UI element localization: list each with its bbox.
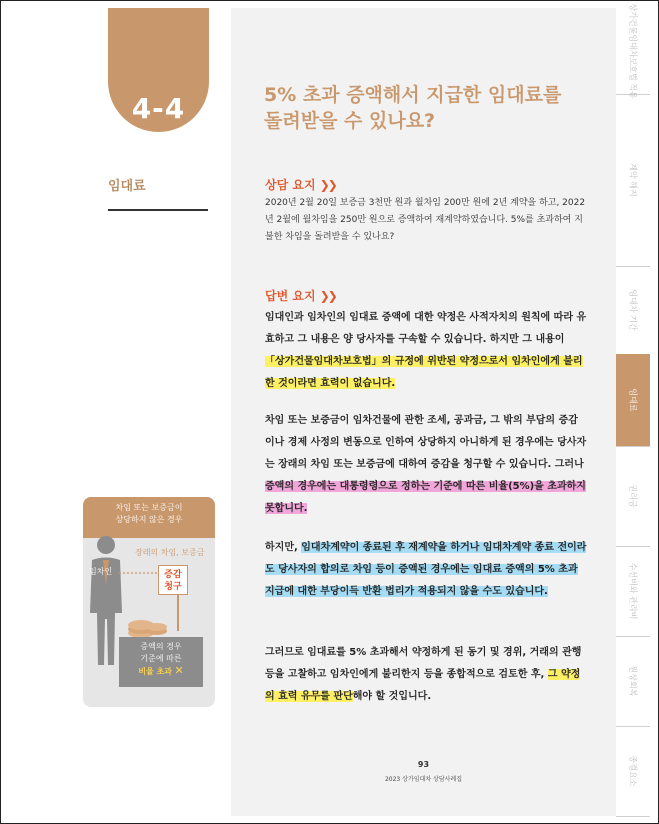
question-heading-text: 상담 요지 [265,178,316,192]
p1-highlight: 「상가건물임대차보호법」의 규정에 위반된 약정으로서 임차인에게 불리한 것이라면 효력이 없습니다. [265,356,583,389]
p4-highlight: 그 약정의 효력 유무를 판단 [265,669,581,702]
tab-label: 임대차 기간 [628,289,638,331]
p2-highlight: 증액의 경우에는 대통령령으로 정하는 기준에 따른 비율(5%)을 초과하지 못합니다. [265,481,586,514]
double-chevron-icon: ❯❯ [319,289,336,303]
question-text: 2020년 2월 20일 보증금 3천만 원과 월차임 200만 원에 2년 계약을 하고, 2022년 2월에 월차임을 250만 원으로 증액하여 재계약하였습니다. 5%를 초과하여 지불한 차임을 돌려받을 수 있나요? [265,198,586,242]
answer-paragraph-4 [265,642,587,708]
tab-label: 계약 해지 [628,163,638,197]
p4-tail: 해야 할 것입니다. [352,691,432,702]
tenant-label: 임차인 [89,567,113,576]
p2-text: 차임 또는 보증금이 임차건물에 관한 조세, 공과금, 그 밖의 부담의 증감이나 경제 사정의 변동으로 인하여 상당하지 아니하게 된 경우에는 당사자는 장래의 차임 또는 보증금에 대하여 증감을 청구할 수 있습니다. 그러나 [265,415,587,470]
answer-heading [265,287,336,304]
title-line2: 돌려받을 수 있나요? [264,110,436,132]
answer-paragraph-1 [265,307,587,395]
tab-conclusion[interactable] [616,726,650,817]
tab-premium[interactable] [616,446,650,547]
tab-repair-fees[interactable] [616,546,650,637]
side-divider [108,209,208,211]
tab-rent[interactable] [616,354,650,447]
tab-label: 수선비와 관리비 [628,562,638,620]
tab-label: 권리금 [628,484,638,508]
limit-box-line3: 비율 초과 [138,667,172,676]
limit-box [119,637,203,687]
illustration-header [83,497,215,538]
answer-heading-text: 답변 요지 [265,289,316,303]
claim-sign-line2: 청구 [164,582,182,592]
limit-box-line1: 증액의 경우 [140,642,182,651]
page-footer: 2023 상가임대차 상담사례집 [384,776,463,783]
tab-lease-period[interactable] [616,266,650,355]
claim-sign-line1: 증감 [164,570,182,580]
chapter-tabs [616,3,650,816]
illustration-header-line1: 차임 또는 보증금이 [115,503,183,512]
tab-label: 상가건물임대차보호법 적용 [628,3,638,99]
tab-restoration[interactable] [616,636,650,727]
limit-box-line2: 기준에 따른 [140,654,182,663]
title-line1: 5% 초과 증액해서 지급한 임대료를 [264,84,562,106]
answer-paragraph-3 [265,537,587,603]
answer-paragraph-2 [265,410,587,520]
page-number: 93 [417,760,430,769]
cross-icon: ✕ [174,664,184,677]
tab-label: 종결요소 [628,755,638,787]
double-chevron-icon: ❯❯ [319,178,336,192]
tab-contract-termination[interactable] [616,94,650,267]
section-number: 4-4 [131,92,186,125]
p3-text: 하지만, [265,542,302,553]
p1-text: 임대인과 임차인의 임대료 증액에 대한 약정은 사적자치의 원칙에 따라 유효하고 그 내용은 양 당사자를 구속할 수 있습니다. 하지만 그 내용이 [265,312,587,345]
page-title [264,82,594,134]
section-badge [108,8,209,132]
p3-highlight: 임대차계약이 종료된 후 재계약을 하거나 임대차계약 종료 전이라도 당사자의 합의로 차임 등이 증액된 경우에는 임대료 증액의 5% 초과 지급에 대한 부당이득 반환 법리가 적용되지 않을 수도 있습니다. [265,542,587,597]
p4-text: 그러므로 임대료를 5% 초과해서 약정하게 된 동기 및 경위, 거래의 관행 등을 고찰하고 임차인에게 불리한지 등을 종합적으로 검토한 후, [265,647,582,680]
rent-label: 장래의 차임, 보증금 [135,548,205,557]
illustration-card [83,497,215,707]
side-category: 임대료 [108,179,146,194]
tab-act-application[interactable] [616,3,650,99]
illustration-header-line2: 상당하지 않은 경우 [115,515,183,524]
question-heading [265,176,336,193]
tab-label: 임대료 [628,388,638,412]
tab-label: 원상회복 [628,665,638,697]
claim-sign [158,565,188,595]
